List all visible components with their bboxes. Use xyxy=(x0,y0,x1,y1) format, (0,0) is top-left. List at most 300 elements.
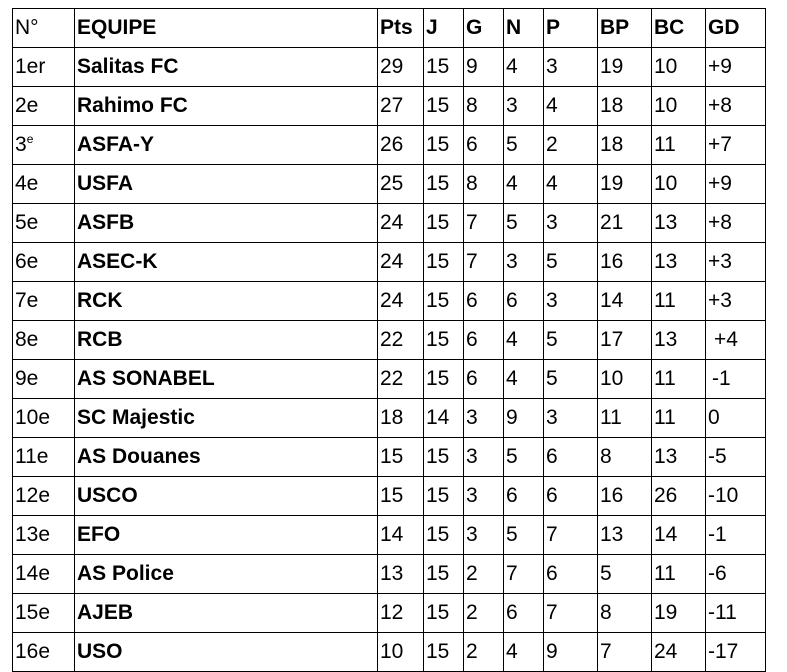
team-name-cell xyxy=(75,399,378,438)
goals-for-cell-text: 21 xyxy=(600,211,624,234)
lost-cell-text: 9 xyxy=(546,640,558,663)
won-cell xyxy=(464,399,504,438)
played-cell xyxy=(424,48,464,87)
won-cell xyxy=(464,477,504,516)
goals-against-cell-text: 10 xyxy=(654,94,678,117)
won-cell xyxy=(464,438,504,477)
team-name-cell xyxy=(75,87,378,126)
table-row xyxy=(13,87,766,126)
table-row xyxy=(13,321,766,360)
lost-cell xyxy=(544,477,598,516)
goal-difference-cell-text: +9 xyxy=(708,172,732,195)
won-cell xyxy=(464,594,504,633)
rank-cell-text: 2e xyxy=(15,94,39,117)
points-cell-text: 29 xyxy=(380,55,404,78)
lost-cell-text: 4 xyxy=(546,172,558,195)
goals-against-cell xyxy=(652,126,706,165)
goals-for-cell xyxy=(598,126,652,165)
goals-against-cell-text: 19 xyxy=(654,601,678,624)
header-points: Pts xyxy=(378,9,424,48)
drawn-cell xyxy=(504,48,544,87)
team-name-cell-text: EFO xyxy=(77,523,121,546)
rank-cell xyxy=(13,321,75,360)
team-name-cell xyxy=(75,594,378,633)
rank-cell-text: 14e xyxy=(15,562,51,585)
points-cell xyxy=(378,321,424,360)
drawn-cell xyxy=(504,399,544,438)
table-row xyxy=(13,165,766,204)
goals-against-cell xyxy=(652,87,706,126)
drawn-cell-text: 3 xyxy=(506,94,518,117)
team-name-cell-text: SC Majestic xyxy=(77,406,195,429)
table-row xyxy=(13,555,766,594)
played-cell-text: 15 xyxy=(426,172,450,195)
rank-cell xyxy=(13,48,75,87)
rank-cell-text: 7e xyxy=(15,289,39,312)
rank-cell xyxy=(13,477,75,516)
goals-for-cell-text: 19 xyxy=(600,172,624,195)
goals-against-cell xyxy=(652,477,706,516)
header-drawn: N xyxy=(504,9,544,48)
points-cell-text: 15 xyxy=(380,445,404,468)
team-name-cell-text: AS SONABEL xyxy=(77,367,215,390)
played-cell xyxy=(424,243,464,282)
played-cell-text: 15 xyxy=(426,211,450,234)
header-played: J xyxy=(424,9,464,48)
points-cell xyxy=(378,399,424,438)
goal-difference-cell-text: +4 xyxy=(714,328,738,351)
drawn-cell-text: 5 xyxy=(506,523,518,546)
goal-difference-cell xyxy=(706,87,766,126)
won-cell xyxy=(464,204,504,243)
goal-difference-cell xyxy=(706,126,766,165)
goals-against-cell-text: 10 xyxy=(654,55,678,78)
lost-cell-text: 6 xyxy=(546,445,558,468)
goals-against-cell-text: 11 xyxy=(654,562,676,585)
played-cell xyxy=(424,516,464,555)
lost-cell-text: 4 xyxy=(546,94,558,117)
team-name-cell-text: ASEC-K xyxy=(77,250,158,273)
goals-for-cell xyxy=(598,48,652,87)
won-cell-text: 7 xyxy=(466,211,478,234)
won-cell xyxy=(464,321,504,360)
goals-for-cell xyxy=(598,555,652,594)
team-name-cell-text: ASFA-Y xyxy=(77,133,155,156)
points-cell xyxy=(378,48,424,87)
played-cell xyxy=(424,633,464,672)
played-cell xyxy=(424,204,464,243)
rank-cell-text: 15e xyxy=(15,601,51,624)
won-cell xyxy=(464,555,504,594)
goals-against-cell xyxy=(652,594,706,633)
team-name-cell xyxy=(75,477,378,516)
lost-cell xyxy=(544,633,598,672)
header-team: EQUIPE xyxy=(75,9,378,48)
points-cell-text: 24 xyxy=(380,289,404,312)
lost-cell xyxy=(544,282,598,321)
goals-against-cell xyxy=(652,282,706,321)
goal-difference-cell-text: 0 xyxy=(708,406,720,429)
won-cell-text: 3 xyxy=(466,484,478,507)
goal-difference-cell xyxy=(706,555,766,594)
played-cell-text: 15 xyxy=(426,55,450,78)
header-goal-difference: GD xyxy=(706,9,766,48)
rank-cell-text: 12e xyxy=(15,484,51,507)
drawn-cell-text: 4 xyxy=(506,172,518,195)
goal-difference-cell-text: -6 xyxy=(708,562,727,585)
rank-cell xyxy=(13,633,75,672)
goals-for-cell-text: 8 xyxy=(600,445,612,468)
team-name-cell-text: AJEB xyxy=(77,601,134,624)
lost-cell-text: 3 xyxy=(546,406,558,429)
drawn-cell-text: 4 xyxy=(506,328,518,351)
won-cell-text: 9 xyxy=(466,55,478,78)
goal-difference-cell-text: -11 xyxy=(708,601,737,624)
rank-cell xyxy=(13,243,75,282)
goals-for-cell-text: 5 xyxy=(600,562,612,585)
rank-cell xyxy=(13,87,75,126)
lost-cell-text: 6 xyxy=(546,562,558,585)
table-row xyxy=(13,516,766,555)
drawn-cell-text: 4 xyxy=(506,640,518,663)
lost-cell xyxy=(544,87,598,126)
points-cell xyxy=(378,516,424,555)
team-name-cell xyxy=(75,438,378,477)
goal-difference-cell-text: -10 xyxy=(708,484,739,507)
team-name-cell xyxy=(75,633,378,672)
goal-difference-cell xyxy=(706,321,766,360)
rank-cell xyxy=(13,204,75,243)
goals-against-cell-text: 11 xyxy=(654,406,676,429)
goals-for-cell xyxy=(598,633,652,672)
lost-cell xyxy=(544,438,598,477)
won-cell xyxy=(464,360,504,399)
drawn-cell-text: 5 xyxy=(506,133,518,156)
table-row xyxy=(13,477,766,516)
rank-cell xyxy=(13,438,75,477)
goals-against-cell xyxy=(652,243,706,282)
lost-cell-text: 7 xyxy=(546,523,558,546)
rank-cell-text: 5e xyxy=(15,211,39,234)
points-cell-text: 26 xyxy=(380,133,404,156)
goal-difference-cell xyxy=(706,399,766,438)
goal-difference-cell-text: +3 xyxy=(708,250,732,273)
goal-difference-cell-text: +8 xyxy=(708,94,732,117)
table-row xyxy=(13,243,766,282)
played-cell xyxy=(424,555,464,594)
lost-cell xyxy=(544,594,598,633)
points-cell-text: 24 xyxy=(380,211,404,234)
lost-cell-text: 3 xyxy=(546,289,558,312)
played-cell-text: 15 xyxy=(426,523,450,546)
played-cell xyxy=(424,438,464,477)
drawn-cell-text: 7 xyxy=(506,562,518,585)
points-cell xyxy=(378,204,424,243)
standings-body xyxy=(13,48,766,672)
goals-against-cell xyxy=(652,321,706,360)
played-cell xyxy=(424,360,464,399)
points-cell xyxy=(378,438,424,477)
team-name-cell xyxy=(75,282,378,321)
won-cell-text: 6 xyxy=(466,133,478,156)
lost-cell xyxy=(544,165,598,204)
drawn-cell xyxy=(504,516,544,555)
goals-for-cell-text: 18 xyxy=(600,94,624,117)
team-name-cell-text: USO xyxy=(77,640,123,663)
points-cell-text: 15 xyxy=(380,484,404,507)
goals-for-cell xyxy=(598,399,652,438)
goals-for-cell xyxy=(598,477,652,516)
rank-cell xyxy=(13,516,75,555)
team-name-cell-text: USFA xyxy=(77,172,134,195)
table-row xyxy=(13,360,766,399)
drawn-cell xyxy=(504,438,544,477)
header-won: G xyxy=(464,9,504,48)
team-name-cell xyxy=(75,516,378,555)
goals-against-cell xyxy=(652,399,706,438)
goals-against-cell-text: 14 xyxy=(654,523,678,546)
lost-cell xyxy=(544,555,598,594)
goals-against-cell-text: 26 xyxy=(654,484,678,507)
team-name-cell xyxy=(75,555,378,594)
won-cell xyxy=(464,48,504,87)
goals-for-cell-text: 18 xyxy=(600,133,624,156)
goals-for-cell xyxy=(598,243,652,282)
goals-against-cell xyxy=(652,360,706,399)
rank-cell xyxy=(13,555,75,594)
goals-against-cell-text: 11 xyxy=(654,367,676,390)
played-cell xyxy=(424,399,464,438)
rank-cell xyxy=(13,165,75,204)
goal-difference-cell xyxy=(706,165,766,204)
header-goals-against: BC xyxy=(652,9,706,48)
goals-for-cell-text: 14 xyxy=(600,289,624,312)
goal-difference-cell-text: -1 xyxy=(712,367,731,390)
goals-for-cell-text: 11 xyxy=(600,406,622,429)
team-name-cell-text: ASFB xyxy=(77,211,135,234)
table-row xyxy=(13,204,766,243)
played-cell-text: 15 xyxy=(426,601,450,624)
points-cell xyxy=(378,594,424,633)
won-cell-text: 3 xyxy=(466,406,478,429)
goal-difference-cell-text: +7 xyxy=(708,133,732,156)
goals-against-cell xyxy=(652,204,706,243)
header-row xyxy=(13,9,766,48)
table-row xyxy=(13,48,766,87)
won-cell-text: 8 xyxy=(466,172,478,195)
goal-difference-cell xyxy=(706,243,766,282)
goals-against-cell-text: 13 xyxy=(654,211,678,234)
played-cell-text: 15 xyxy=(426,445,450,468)
drawn-cell xyxy=(504,243,544,282)
points-cell-text: 18 xyxy=(380,406,404,429)
goals-for-cell-text: 17 xyxy=(600,328,624,351)
points-cell xyxy=(378,555,424,594)
table-row xyxy=(13,282,766,321)
goals-for-cell xyxy=(598,165,652,204)
goal-difference-cell xyxy=(706,633,766,672)
goals-for-cell xyxy=(598,516,652,555)
rank-cell-text: 11e xyxy=(15,445,49,468)
table-row xyxy=(13,594,766,633)
won-cell xyxy=(464,282,504,321)
drawn-cell xyxy=(504,321,544,360)
rank-cell-text: 3 xyxy=(15,133,27,156)
goals-for-cell xyxy=(598,282,652,321)
rank-cell-text: 1er xyxy=(15,55,46,78)
drawn-cell-text: 6 xyxy=(506,484,518,507)
goal-difference-cell-text: -1 xyxy=(708,523,727,546)
drawn-cell xyxy=(504,594,544,633)
points-cell-text: 22 xyxy=(380,328,404,351)
won-cell xyxy=(464,633,504,672)
goals-against-cell-text: 11 xyxy=(654,133,676,156)
lost-cell xyxy=(544,399,598,438)
team-name-cell xyxy=(75,165,378,204)
table-row xyxy=(13,126,766,165)
points-cell-text: 25 xyxy=(380,172,404,195)
goals-for-cell xyxy=(598,360,652,399)
drawn-cell xyxy=(504,360,544,399)
won-cell-text: 2 xyxy=(466,640,478,663)
goals-for-cell xyxy=(598,204,652,243)
played-cell-text: 14 xyxy=(426,406,450,429)
won-cell xyxy=(464,126,504,165)
played-cell-text: 15 xyxy=(426,640,450,663)
drawn-cell xyxy=(504,204,544,243)
rank-cell-text: 13e xyxy=(15,523,51,546)
points-cell-text: 13 xyxy=(380,562,404,585)
rank-cell-text: 10e xyxy=(15,406,51,429)
team-name-cell-text: AS Police xyxy=(77,562,174,585)
rank-cell xyxy=(13,126,75,165)
points-cell xyxy=(378,477,424,516)
played-cell-text: 15 xyxy=(426,250,450,273)
goals-against-cell xyxy=(652,438,706,477)
played-cell xyxy=(424,321,464,360)
goals-for-cell-text: 10 xyxy=(600,367,624,390)
played-cell-text: 15 xyxy=(426,328,450,351)
won-cell-text: 2 xyxy=(466,601,478,624)
won-cell-text: 2 xyxy=(466,562,478,585)
goals-against-cell-text: 11 xyxy=(654,289,676,312)
goals-for-cell xyxy=(598,87,652,126)
team-name-cell-text: RCB xyxy=(77,328,123,351)
won-cell-text: 6 xyxy=(466,328,478,351)
drawn-cell-text: 6 xyxy=(506,601,518,624)
goal-difference-cell xyxy=(706,282,766,321)
goal-difference-cell xyxy=(706,360,766,399)
drawn-cell-text: 9 xyxy=(506,406,518,429)
points-cell xyxy=(378,243,424,282)
played-cell xyxy=(424,282,464,321)
drawn-cell xyxy=(504,87,544,126)
drawn-cell xyxy=(504,555,544,594)
goal-difference-cell-text: -5 xyxy=(708,445,727,468)
points-cell-text: 12 xyxy=(380,601,404,624)
lost-cell-text: 3 xyxy=(546,211,558,234)
rank-cell-text: 9e xyxy=(15,367,39,390)
played-cell-text: 15 xyxy=(426,289,450,312)
goal-difference-cell-text: -17 xyxy=(708,640,739,663)
won-cell-text: 6 xyxy=(466,289,478,312)
rank-cell xyxy=(13,399,75,438)
lost-cell xyxy=(544,204,598,243)
points-cell-text: 14 xyxy=(380,523,404,546)
rank-cell xyxy=(13,282,75,321)
points-cell-text: 10 xyxy=(380,640,404,663)
goal-difference-cell xyxy=(706,594,766,633)
points-cell-text: 22 xyxy=(380,367,404,390)
drawn-cell-text: 6 xyxy=(506,289,518,312)
lost-cell xyxy=(544,243,598,282)
drawn-cell xyxy=(504,126,544,165)
team-name-cell-text: Salitas FC xyxy=(77,55,179,78)
played-cell-text: 15 xyxy=(426,484,450,507)
team-name-cell xyxy=(75,48,378,87)
rank-cell xyxy=(13,360,75,399)
goals-for-cell-text: 16 xyxy=(600,250,624,273)
won-cell-text: 3 xyxy=(466,445,478,468)
goal-difference-cell xyxy=(706,477,766,516)
lost-cell xyxy=(544,360,598,399)
team-name-cell-text: AS Douanes xyxy=(77,445,201,468)
won-cell-text: 7 xyxy=(466,250,478,273)
goals-against-cell-text: 13 xyxy=(654,250,678,273)
goals-for-cell xyxy=(598,594,652,633)
rank-cell-text: 16e xyxy=(15,640,51,663)
goal-difference-cell xyxy=(706,516,766,555)
rank-cell-text: 6e xyxy=(15,250,39,273)
lost-cell-text: 2 xyxy=(546,133,558,156)
goal-difference-cell xyxy=(706,48,766,87)
table-row xyxy=(13,438,766,477)
team-name-cell-text: RCK xyxy=(77,289,123,312)
points-cell xyxy=(378,633,424,672)
won-cell xyxy=(464,243,504,282)
drawn-cell xyxy=(504,477,544,516)
played-cell-text: 15 xyxy=(426,133,450,156)
drawn-cell xyxy=(504,633,544,672)
team-name-cell xyxy=(75,243,378,282)
won-cell xyxy=(464,87,504,126)
goal-difference-cell xyxy=(706,204,766,243)
lost-cell xyxy=(544,126,598,165)
lost-cell xyxy=(544,516,598,555)
lost-cell-text: 5 xyxy=(546,250,558,273)
drawn-cell-text: 3 xyxy=(506,250,518,273)
played-cell xyxy=(424,87,464,126)
won-cell-text: 3 xyxy=(466,523,478,546)
points-cell xyxy=(378,360,424,399)
lost-cell-text: 7 xyxy=(546,601,558,624)
drawn-cell-text: 4 xyxy=(506,55,518,78)
goal-difference-cell-text: +9 xyxy=(708,55,732,78)
won-cell xyxy=(464,165,504,204)
team-name-cell xyxy=(75,126,378,165)
played-cell xyxy=(424,477,464,516)
team-name-cell-text: Rahimo FC xyxy=(77,94,188,117)
drawn-cell xyxy=(504,282,544,321)
played-cell-text: 15 xyxy=(426,367,450,390)
won-cell xyxy=(464,516,504,555)
lost-cell-text: 6 xyxy=(546,484,558,507)
rank-suffix: e xyxy=(26,132,34,146)
goals-for-cell-text: 19 xyxy=(600,55,624,78)
won-cell-text: 6 xyxy=(466,367,478,390)
points-cell xyxy=(378,165,424,204)
table-row xyxy=(13,399,766,438)
